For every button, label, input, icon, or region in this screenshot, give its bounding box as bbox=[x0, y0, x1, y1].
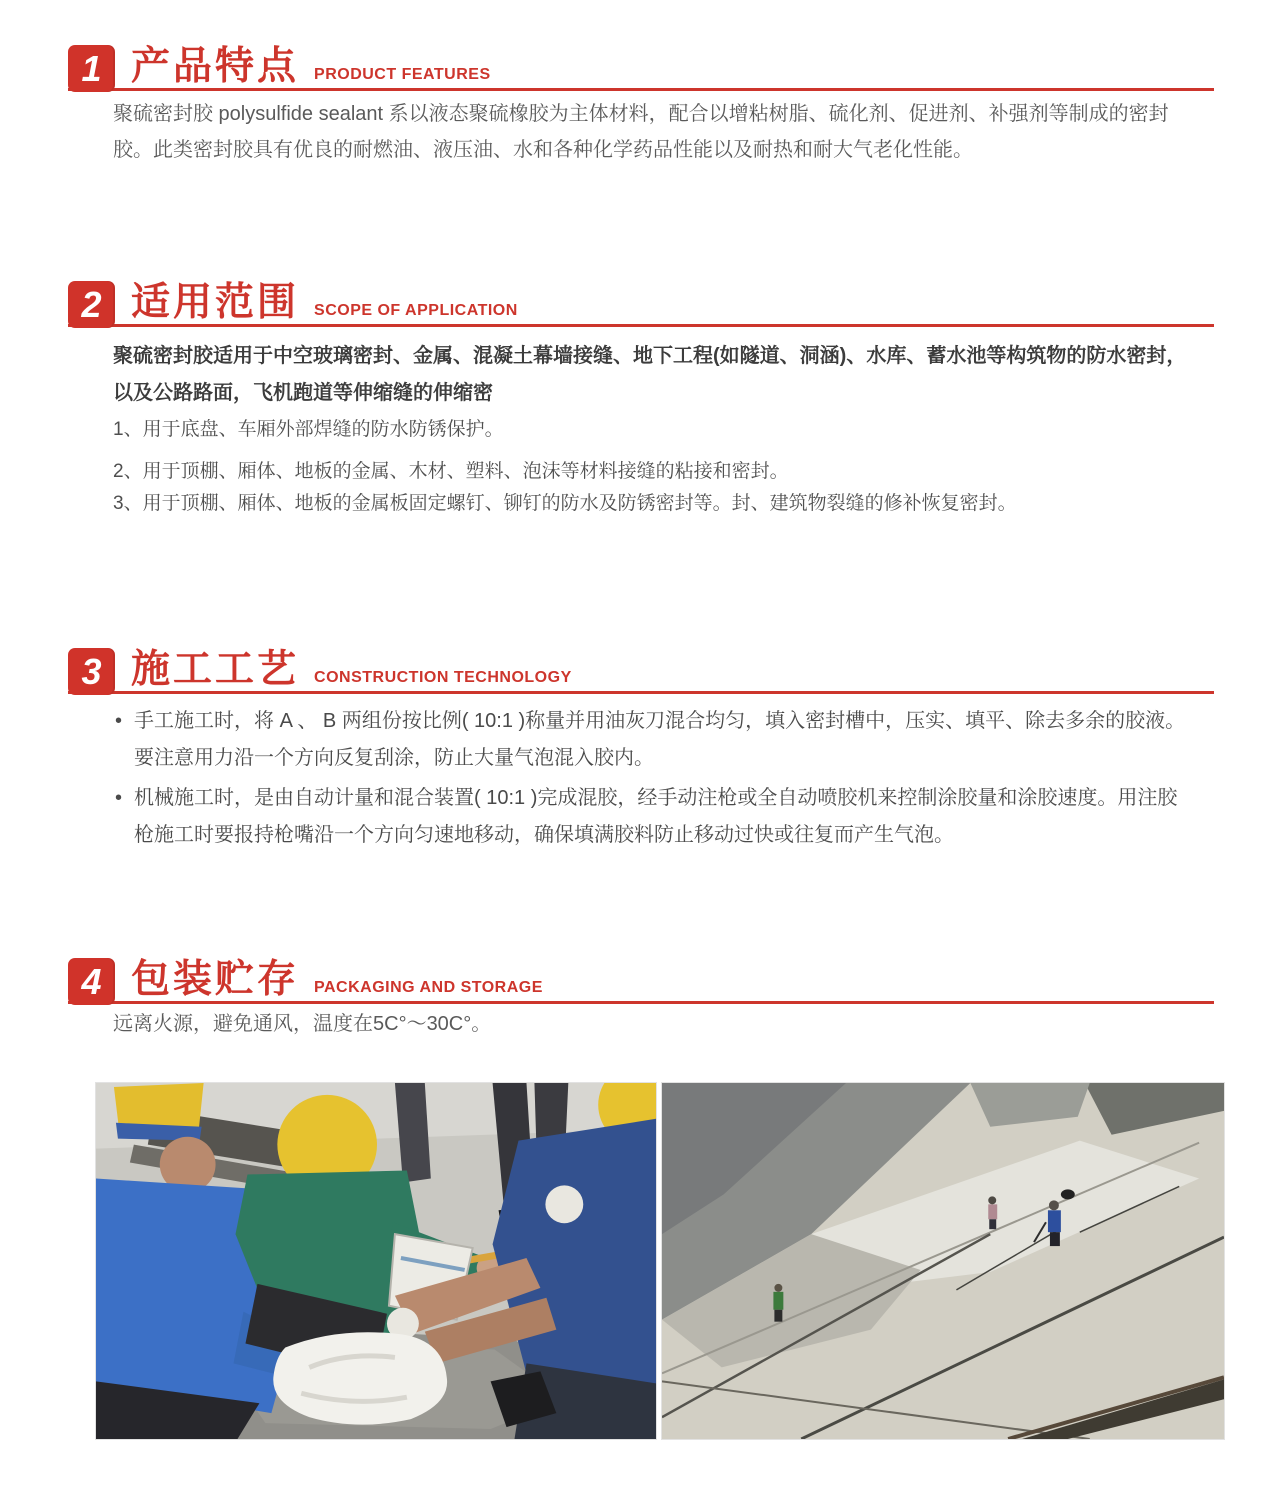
section-2-title: 适用范围 bbox=[131, 281, 300, 324]
section-3-number: 3 bbox=[81, 650, 102, 692]
section-1-header bbox=[68, 38, 1214, 91]
construction-bullet bbox=[115, 780, 1197, 854]
section-4-number: 4 bbox=[81, 960, 102, 1002]
section-4-title: 包装贮存 bbox=[131, 958, 300, 1001]
section-3-number-badge bbox=[68, 648, 115, 695]
construction-bullet bbox=[115, 703, 1197, 777]
section-1-title: 产品特点 bbox=[131, 45, 300, 88]
construction-bullet-text: • 机械施工时，是由自动计量和混合装置( 10:1 )完成混胶，经手动注枪或全自动喷胶机来控制涂胶量和涂胶速度。用注胶枪施工时要报持枪嘴沿一个方向匀速地移动，确保填满胶料防止移动过快或往复而产生气泡。 bbox=[134, 787, 1178, 846]
construction-bullet-text: • 手工施工时，将 A 、 B 两组份按比例( 10:1 )称量并用油灰刀混合均匀，填入密封槽中，压实、填平、除去多余的胶液。要注意用力沿一个方向反复刮涂，防止大量气泡混入胶内。 bbox=[134, 710, 1186, 769]
photo-workers-applying-sealant bbox=[95, 1082, 657, 1440]
worker-figure-pink bbox=[988, 1196, 997, 1229]
section-1-subtitle: PRODUCT FEATURES bbox=[314, 66, 491, 83]
section-4-subtitle: PACKAGING AND STORAGE bbox=[314, 979, 543, 996]
section-1-number-badge bbox=[68, 45, 115, 92]
construction-bullet-list bbox=[115, 703, 1197, 857]
section-4-number-badge bbox=[68, 958, 115, 1005]
section-4-paragraph: 远离火源，避免通风，温度在5C°～30C°。 bbox=[113, 1013, 492, 1035]
concrete-slope-illustration bbox=[662, 1083, 1224, 1439]
workers-applying-sealant-illustration bbox=[96, 1083, 656, 1439]
section-2-subtitle: SCOPE OF APPLICATION bbox=[314, 302, 518, 319]
worker-figure-green bbox=[773, 1284, 783, 1322]
section-2-number-badge bbox=[68, 281, 115, 328]
section-4-header bbox=[68, 951, 1214, 1004]
section-2-number: 2 bbox=[81, 283, 102, 325]
section-3-title: 施工工艺 bbox=[131, 648, 300, 691]
photo-concrete-slope-workers bbox=[661, 1082, 1225, 1440]
section-3-header bbox=[68, 641, 1214, 694]
section-1-paragraph: 聚硫密封胶 polysulfide sealant 系以液态聚硫橡胶为主体材料，配合以增粘树脂、硫化剂、促进剂、补强剂等制成的密封胶。此类密封胶具有优良的耐燃油、液压油、水和各种化学药品性能以及耐热和耐大气老化性能。 bbox=[113, 103, 1169, 161]
application-item: 3、用于顶棚、厢体、地板的金属板固定螺钉、铆钉的防水及防锈密封等。封、建筑物裂缝的修补恢复密封。 bbox=[113, 493, 1017, 514]
section-2-header bbox=[68, 274, 1214, 327]
section-3-subtitle: CONSTRUCTION TECHNOLOGY bbox=[314, 669, 572, 686]
section-2-lead: 聚硫密封胶适用于中空玻璃密封、金属、混凝土幕墙接缝、地下工程(如隧道、洞涵)、水库、蓄水池等构筑物的防水密封，以及公路路面，飞机跑道等伸缩缝的伸缩密 bbox=[113, 345, 1187, 404]
application-item: 2、用于顶棚、厢体、地板的金属、木材、塑料、泡沫等材料接缝的粘接和密封。 bbox=[113, 461, 789, 482]
section-1-number: 1 bbox=[81, 47, 102, 89]
application-item: 1、用于底盘、车厢外部焊缝的防水防锈保护。 bbox=[113, 419, 504, 440]
